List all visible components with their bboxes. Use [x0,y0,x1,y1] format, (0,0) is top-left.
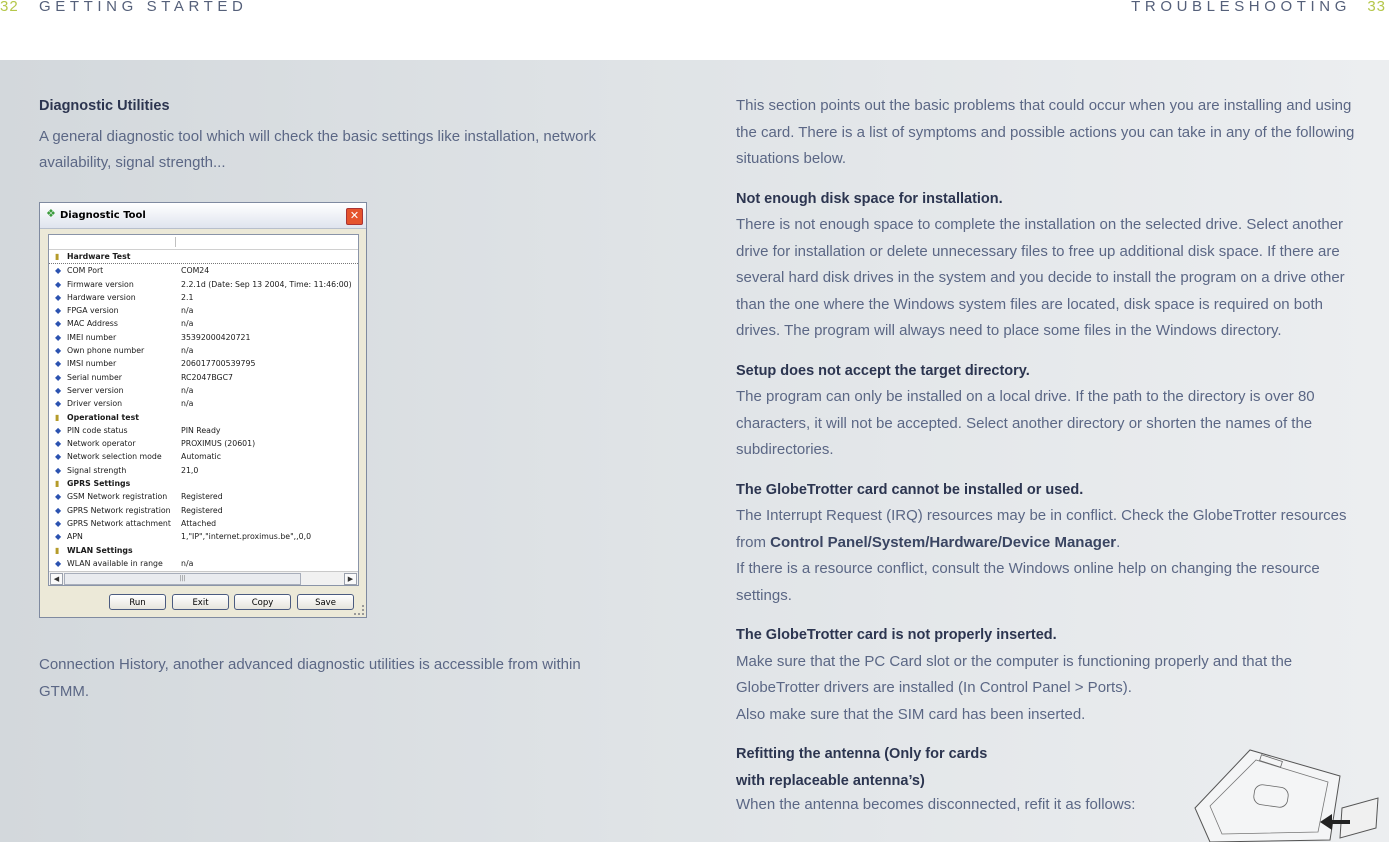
scroll-right-icon[interactable]: ▶ [344,573,357,585]
row-value: 21,0 [181,465,199,475]
diamond-icon: ◆ [55,346,62,356]
table-row[interactable] [49,517,358,530]
row-label: Driver version [67,399,123,409]
diamond-icon: ◆ [55,518,62,528]
diamond-icon: ◆ [55,319,62,329]
card-install-body [736,503,1356,556]
diamond-icon: ◆ [55,292,62,302]
row-label: COM Port [67,266,104,276]
diamond-icon: ◆ [55,306,62,316]
connection-history-paragraph: Connection History, another advanced diagnostic utilities is accessible from within GTMM. [39,656,581,700]
diagnostic-heading: Diagnostic Utilities [39,98,170,114]
diamond-icon: ◆ [55,385,62,395]
resource-conflict-body: If there is a resource conflict, consult the Windows online help on changing the resource settings. [736,560,1320,604]
diamond-icon: ◆ [55,452,62,462]
target-directory-body: The program can only be installed on a local drive. If the path to the directory is over 80 characters, it will not be accepted. Select another directory or shorten the names of the subdirectories. [736,388,1315,458]
row-value: 2.1 [181,292,194,302]
card-inserted-body: Make sure that the PC Card slot or the computer is functioning properly and that the GlobeTrotter drivers are installed (In Control Panel > Ports). [736,652,1293,696]
diamond-icon: ◆ [55,532,62,542]
table-row[interactable] [49,304,358,317]
pc-card-antenna-illustration [1190,748,1385,842]
device-manager-path: Control Panel/System/Hardware/Device Manager [770,533,1117,551]
row-value: PROXIMUS (20601) [181,439,256,449]
section-row[interactable] [49,544,358,557]
row-label: Network selection mode [67,452,162,462]
table-row[interactable] [49,437,358,450]
card-inserted-heading: The GlobeTrotter card is not properly inserted. [736,627,1057,643]
table-row[interactable] [49,384,358,397]
card-install-period: . [1116,533,1121,551]
table-row[interactable] [49,331,358,344]
right-running-title: TROUBLESHOOTING [1131,0,1351,15]
row-value: COM24 [181,266,210,276]
right-page-number: 33 [1367,0,1386,15]
diamond-icon: ◆ [55,439,62,449]
diamond-icon: ◆ [55,399,62,409]
row-value: Attached [181,518,217,528]
dialog-title: Diagnostic Tool [60,210,146,221]
folder-icon: ▮ [55,252,60,261]
close-icon[interactable]: ✕ [346,208,363,225]
dialog-titlebar[interactable] [40,203,366,229]
app-icon: ❖ [46,207,56,220]
row-value: Registered [181,492,223,502]
row-label: MAC Address [67,319,118,329]
diagnostic-rows [49,250,358,570]
row-label: Serial number [67,372,122,382]
troubleshooting-intro: This section points out the basic problems that could occur when you are installing and using the card. There is a list of symptoms and possible actions you can take in any of the following situations below. [736,97,1355,167]
row-label: Network operator [67,439,136,449]
left-page-number: 32 [0,0,19,15]
row-label: Operational test [67,412,139,422]
list-header [49,235,358,250]
card-install-text: The Interrupt Request (IRQ) resources may be in conflict. Check the GlobeTrotter resources from [736,507,1347,551]
table-row[interactable] [49,530,358,543]
diagnostic-intro: A general diagnostic tool which will check the basic settings like installation, network availability, signal strength... [39,127,596,171]
row-label: GPRS Settings [67,479,131,489]
section-row[interactable] [49,477,358,490]
diamond-icon: ◆ [55,359,62,369]
left-running-title: GETTING STARTED [39,0,248,15]
diamond-icon: ◆ [55,425,62,435]
table-row[interactable] [49,278,358,291]
row-value: n/a [181,385,194,395]
table-row[interactable] [49,557,358,570]
table-row[interactable] [49,291,358,304]
row-label: Signal strength [67,465,127,475]
row-value: n/a [181,399,194,409]
row-label: Firmware version [67,279,134,289]
row-value: 2.2.1d (Date: Sep 13 2004, Time: 11:46:00) [181,279,352,289]
disk-space-body: There is not enough space to complete the installation on the selected drive. Select another drive for installation or delete unnecessary files to free up additional disk space. If there are several hard disk drives in the system and you decide to install the program on a drive other than the one where the Windows system files are located, disk space is required on both drives. The program will always need to place some files in the Windows directory. [736,216,1345,339]
diagnostic-tool-dialog [39,202,367,618]
diamond-icon: ◆ [55,492,62,502]
row-label: GPRS Network attachment [67,518,171,528]
folder-icon: ▮ [55,545,60,555]
row-value: 1,"IP","internet.proximus.be",,0,0 [181,532,312,542]
table-row[interactable] [49,317,358,330]
table-row[interactable] [49,490,358,503]
horizontal-scrollbar[interactable] [49,571,358,585]
save-button[interactable]: Save [297,594,354,610]
row-label: APN [67,532,83,542]
section-row[interactable] [49,411,358,424]
section-row[interactable] [49,250,358,264]
scroll-left-icon[interactable]: ◀ [50,573,63,585]
table-row[interactable] [49,397,358,410]
diamond-icon: ◆ [55,465,62,475]
row-label: IMSI number [67,359,117,369]
scroll-thumb[interactable]: ||| [64,573,301,585]
disk-space-heading: Not enough disk space for installation. [736,190,1003,207]
table-row[interactable] [49,464,358,477]
row-value: RC2047BGC7 [181,372,233,382]
table-row[interactable] [49,264,358,277]
diagnostic-list[interactable] [48,234,359,586]
antenna-heading-line1: Refitting the antenna (Only for cards [736,746,988,762]
table-row[interactable] [49,504,358,517]
row-label: GSM Network registration [67,492,168,502]
table-row[interactable] [49,424,358,437]
row-label: Hardware version [67,292,136,302]
table-row[interactable] [49,357,358,370]
row-label: WLAN available in range [67,558,163,568]
card-install-heading: The GlobeTrotter card cannot be installed or used. [736,481,1084,498]
page-header [0,0,1389,60]
row-label: WLAN Settings [67,545,133,555]
sim-card-body: Also make sure that the SIM card has been inserted. [736,705,1086,723]
antenna-heading-line2: with replaceable antenna’s) [736,772,925,789]
table-row[interactable] [49,344,358,357]
row-value: 35392000420721 [181,332,251,342]
diamond-icon: ◆ [55,266,62,276]
run-button[interactable]: Run [109,594,166,610]
row-value: Registered [181,505,223,515]
diamond-icon: ◆ [55,332,62,342]
exit-button[interactable]: Exit [172,594,229,610]
copy-button[interactable]: Copy [234,594,291,610]
left-column [39,93,629,177]
diamond-icon: ◆ [55,558,62,568]
folder-icon: ▮ [55,479,60,489]
row-label: GPRS Network registration [67,505,171,515]
row-label: Hardware Test [67,252,131,261]
row-value: n/a [181,306,194,316]
row-label: Own phone number [67,346,145,356]
antenna-body: When the antenna becomes disconnected, refit it as follows: [736,796,1136,813]
diamond-icon: ◆ [55,372,62,382]
row-value: PIN Ready [181,425,221,435]
row-label: IMEI number [67,332,117,342]
right-column [736,93,1356,816]
folder-icon: ▮ [55,412,60,422]
row-value: n/a [181,319,194,329]
row-value: Automatic [181,452,221,462]
row-value: 206017700539795 [181,359,256,369]
row-value: n/a [181,558,194,568]
row-label: PIN code status [67,425,128,435]
target-directory-heading: Setup does not accept the target directory. [736,362,1030,379]
row-value: n/a [181,346,194,356]
table-row[interactable] [49,371,358,384]
table-row[interactable] [49,450,358,463]
connection-history-text [39,652,629,705]
row-label: Server version [67,385,124,395]
diamond-icon: ◆ [55,505,62,515]
row-label: FPGA version [67,306,119,316]
diamond-icon: ◆ [55,279,62,289]
resize-grip-icon[interactable] [354,605,364,615]
